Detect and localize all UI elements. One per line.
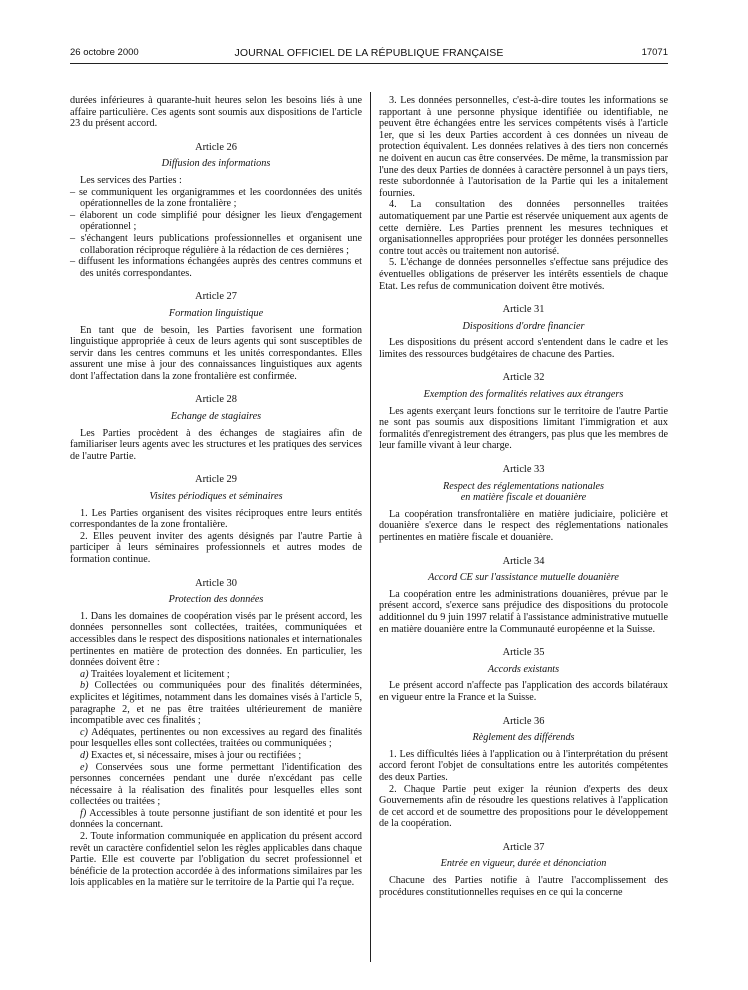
- item-marker: d): [80, 749, 89, 761]
- paragraph: Le présent accord n'affecte pas l'application des accords bilatéraux en vigueur entre la France et la Suisse.: [379, 680, 668, 703]
- article-heading: Article 37: [502, 841, 545, 853]
- column-divider: [370, 92, 371, 962]
- article-title: Règlement des différends: [472, 732, 575, 744]
- paragraph: Les dispositions du présent accord s'entendent dans le cadre et les limites des ressources budgétaires de chacune des Parties.: [379, 337, 668, 360]
- list-item: [70, 669, 362, 681]
- article-title: Visites périodiques et séminaires: [149, 491, 283, 503]
- list-item: – diffusent les informations échangées auprès des centres communs et des unités correspondantes.: [70, 256, 362, 279]
- article-heading: Article 28: [195, 394, 237, 406]
- article-title: Echange de stagiaires: [170, 411, 262, 423]
- article-heading: Article 34: [502, 555, 545, 567]
- article-title: Dispositions d'ordre financier: [462, 320, 585, 332]
- paragraph: 4. La consultation des données personnelles traitées automatiquement par une Partie est réservée uniquement aux agents de cette dernière. Les Parties prennent les mesures techniques et organisationnelles appropriées pour protéger les données personnelles contre tout accès ou traitement non autorisé.: [379, 199, 668, 257]
- paragraph: Les Parties procèdent à des échanges de stagiaires afin de familiariser leurs agents avec les structures et les pratiques des services de l'autre Partie.: [70, 427, 362, 462]
- paragraph: La coopération entre les administrations douanières, prévue par le présent accord, s'exerce sans préjudice des dispositions du protocole additionnel du 9 juin 1997 relatif à l'assistance administrative mutuelle en matière douanière entre la Communauté européenne et la Suisse.: [379, 588, 668, 635]
- item-text: Exactes et, si nécessaire, mises à jour ou rectifiées ;: [88, 749, 302, 761]
- item-text: Traitées loyalement et licitement ;: [88, 668, 230, 680]
- paragraph: En tant que de besoin, les Parties favorisent une formation linguistique appropriée à ceux de leurs agents qui sont susceptibles de servir dans les centres communs et les unités correspondantes. Elles assurent une mise à jour des connaissances linguistiques aux agents dont l'affectation dans la zone frontalière est confirmée.: [70, 324, 362, 382]
- article-title: Entrée en vigueur, durée et dénonciation: [440, 858, 607, 870]
- article-heading: Article 33: [502, 464, 545, 476]
- paragraph: 3. Les données personnelles, c'est-à-dire toutes les informations se rapportant à une personne physique identifiée ou identifiable, ne peuvent être échangées entre les services compétents visés à l'article 1er, que si les deux Parties accordent à ces données un niveau de protection équivalent. Les données relatives à des tiers non concernés ne doivent en aucun cas être conservées. De même, la transmission par l'une des deux Parties de données à caractère personnel à un pays tiers, reste subordonnée à l'autorisation de la Partie qui les a initalement fournies.: [379, 95, 668, 199]
- article-title: Diffusion des informations: [161, 158, 271, 170]
- paragraph: 1. Les Parties organisent des visites réciproques entre leurs entités correspondantes de la zone frontalière.: [70, 507, 362, 531]
- article-title: Accords existants: [487, 663, 560, 675]
- item-marker: e): [80, 761, 88, 773]
- article-heading: Article 32: [502, 372, 545, 384]
- article-heading: Article 30: [195, 577, 237, 589]
- article-heading: Article 36: [502, 715, 545, 727]
- list-item: [70, 808, 362, 831]
- paragraph: 2. Elles peuvent inviter des agents désignés par l'autre Partie à participer à leurs séminaires professionnels et autres modes de formation continue.: [70, 530, 362, 565]
- article-title: Exemption des formalités relatives aux étrangers: [423, 389, 624, 401]
- left-column: [70, 95, 362, 889]
- paragraph: Les services des Parties :: [80, 174, 182, 186]
- list-item: – élaborent un code simplifié pour désigner les lieux d'engagement opérationnel ;: [70, 209, 362, 233]
- list-item: [70, 680, 362, 726]
- paragraph: Chacune des Parties notifie à l'autre l'accomplissement des procédures constitutionnelles requises en ce qui la concerne: [379, 875, 668, 898]
- list-item: [70, 750, 362, 762]
- list-item: [70, 762, 362, 808]
- item-marker: f): [80, 807, 87, 819]
- item-marker: a): [80, 668, 89, 680]
- page-number: 17071: [641, 47, 668, 58]
- right-column: [379, 95, 668, 898]
- article-title-line2: en matière fiscale et douanière: [460, 492, 587, 504]
- page-header: [70, 47, 668, 63]
- list-item: – se communiquent les organigrammes et les coordonnées des unités opérationnelles de la zone frontalière ;: [70, 186, 362, 210]
- article-heading: Article 26: [195, 141, 237, 153]
- item-text: Accessibles à toute personne justifiant de son identité et pour les données la concernant.: [70, 807, 362, 831]
- list-item: [70, 727, 362, 750]
- paragraph: 2. Toute information communiquée en application du présent accord revêt un caractère confidentiel selon les règles applicables dans chaque Partie. Elle est couverte par l'obligation du secret professionnel et bénéficie de la protection accordée à des informations similaires par les lois applicables en la matière sur le territoire de la Partie qui l'a reçue.: [70, 831, 362, 889]
- item-text: Conservées sous une forme permettant l'identification des personnes concernées pendant une durée n'excédant pas celle nécessaire à la réalisation des finalités pour lesquelles elles sont collectées ou traitées ;: [70, 761, 362, 808]
- article-title: Protection des données: [168, 594, 264, 606]
- article-title: Accord CE sur l'assistance mutuelle douanière: [428, 572, 619, 584]
- paragraph: 2. Chaque Partie peut exiger la réunion d'experts des deux Gouvernements afin de résoudre les questions relatives à l'application de cet accord et de soumettre des propositions pour le développement de la coopération.: [379, 783, 668, 830]
- continued-paragraph: durées inférieures à quarante-huit heures selon les besoins liés à une affaire particulière. Ces agents sont soumis aux dispositions de l'article 23 du présent accord.: [70, 95, 362, 130]
- item-text: Collectées ou communiquées pour des finalités déterminées, explicites et légitimes, notamment dans les domaines visés à l'article 5, paragraphe 2, et ne pas être traitées ultérieurement de manière incompatible avec ces finalités ;: [70, 680, 362, 727]
- paragraph: 1. Dans les domaines de coopération visés par le présent accord, les données personnelles sont collectées, traitées, communiquées et accessibles dans le respect des dispositions nationales et internationales pertinentes en matière de protection des données. En particulier, les données doivent être :: [70, 610, 362, 669]
- issue-date: 26 octobre 2000: [70, 47, 139, 58]
- list-item: – s'échangent leurs publications professionnelles et organisent une collaboration réciproque régulière à la rédaction de ces dernières ;: [70, 232, 362, 256]
- paragraph: Les agents exerçant leurs fonctions sur le territoire de l'autre Partie ne sont pas soumis aux dispositions limitant l'immigration et aux formalités d'enregistrement des étrangers, pas plus que les membres de leur famille vivant à leur charge.: [379, 405, 668, 452]
- header-rule: [70, 63, 668, 64]
- article-heading: Article 31: [502, 304, 545, 316]
- article-title: Formation linguistique: [168, 307, 264, 319]
- article-title: Respect des réglementations nationales: [443, 480, 604, 492]
- article-heading: Article 29: [195, 474, 237, 486]
- paragraph: 5. L'échange de données personnelles s'effectue sans préjudice des éventuelles obligations de préserver les intérêts essentiels de chaque Etat. Les refus de communication doivent être motivés.: [379, 257, 668, 292]
- journal-title: JOURNAL OFFICIEL DE LA RÉPUBLIQUE FRANÇAISE: [234, 47, 504, 59]
- paragraph: 1. Les difficultés liées à l'application ou à l'interprétation du présent accord feront l'objet de consultations entre les autorités compétentes des deux Parties.: [379, 748, 668, 783]
- item-text: Adéquates, pertinentes ou non excessives au regard des finalités pour lesquelles elles sont collectées, traitées ou communiquées ;: [70, 726, 362, 750]
- paragraph: La coopération transfrontalière en matière judiciaire, policière et douanière s'exerce dans le respect des réglementations nationales pertinentes en matière fiscale et douanière.: [379, 508, 668, 543]
- item-marker: c): [80, 726, 88, 738]
- article-heading: Article 27: [195, 291, 237, 303]
- article-heading: Article 35: [502, 647, 545, 659]
- item-marker: b): [80, 680, 89, 692]
